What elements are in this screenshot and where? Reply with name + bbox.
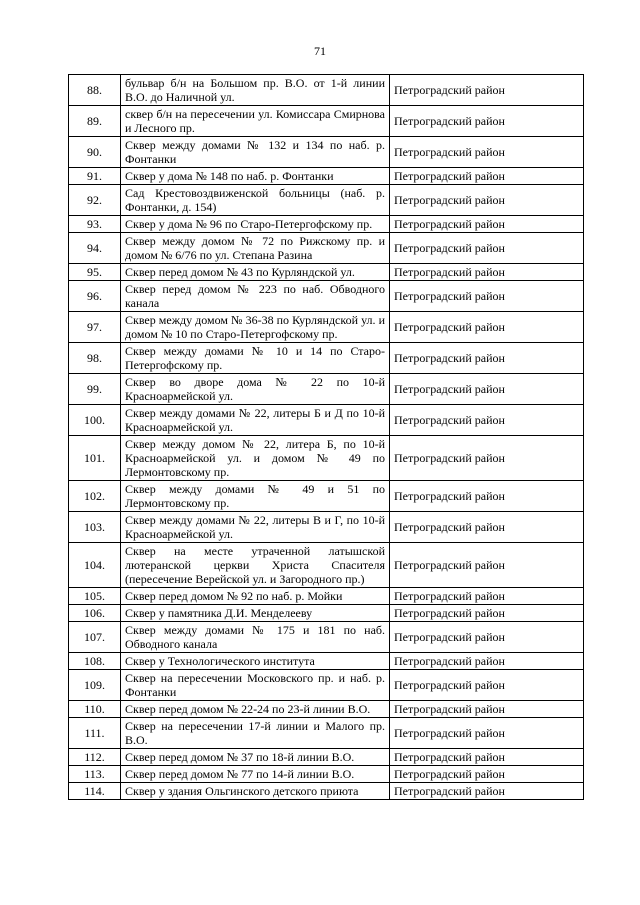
square-name: Сквер у дома № 96 по Старо-Петергофскому пр. [121, 216, 390, 233]
district-name: Петроградский район [390, 75, 584, 106]
table-row [69, 312, 584, 343]
row-number: 106. [69, 605, 121, 622]
table-row [69, 264, 584, 281]
table-row [69, 75, 584, 106]
square-name: Сквер перед домом № 223 по наб. Обводного канала [121, 281, 390, 312]
row-number: 114. [69, 783, 121, 800]
table-row [69, 622, 584, 653]
district-name: Петроградский район [390, 216, 584, 233]
row-number: 110. [69, 701, 121, 718]
square-name: Сквер у Технологического института [121, 653, 390, 670]
square-name: бульвар б/н на Большом пр. В.О. от 1-й линии В.О. до Наличной ул. [121, 75, 390, 106]
district-name: Петроградский район [390, 106, 584, 137]
district-name: Петроградский район [390, 405, 584, 436]
district-name: Петроградский район [390, 168, 584, 185]
district-name: Петроградский район [390, 749, 584, 766]
row-number: 103. [69, 512, 121, 543]
row-number: 88. [69, 75, 121, 106]
row-number: 102. [69, 481, 121, 512]
row-number: 96. [69, 281, 121, 312]
district-name: Петроградский район [390, 281, 584, 312]
district-name: Петроградский район [390, 670, 584, 701]
table-row [69, 436, 584, 481]
district-name: Петроградский район [390, 605, 584, 622]
table-row [69, 405, 584, 436]
row-number: 113. [69, 766, 121, 783]
square-name: Сквер между домом № 22, литера Б, по 10-й Красноармейской ул. и домом № 49 по Лермонтовскому пр. [121, 436, 390, 481]
square-name: Сквер между домами № 132 и 134 по наб. р. Фонтанки [121, 137, 390, 168]
district-name: Петроградский район [390, 312, 584, 343]
row-number: 91. [69, 168, 121, 185]
district-name: Петроградский район [390, 718, 584, 749]
table-row [69, 766, 584, 783]
square-name: Сквер на пересечении 17-й линии и Малого пр. В.О. [121, 718, 390, 749]
row-number: 90. [69, 137, 121, 168]
row-number: 89. [69, 106, 121, 137]
district-name: Петроградский район [390, 185, 584, 216]
table-row [69, 168, 584, 185]
row-number: 94. [69, 233, 121, 264]
square-name: Сквер у дома № 148 по наб. р. Фонтанки [121, 168, 390, 185]
table-row [69, 670, 584, 701]
square-name: Сквер перед домом № 92 по наб. р. Мойки [121, 588, 390, 605]
square-name: Сквер у здания Ольгинского детского приюта [121, 783, 390, 800]
district-name: Петроградский район [390, 783, 584, 800]
table-row [69, 701, 584, 718]
table-row [69, 718, 584, 749]
square-name: Сквер перед домом № 77 по 14-й линии В.О. [121, 766, 390, 783]
table-row [69, 281, 584, 312]
squares-table [68, 74, 584, 800]
table-row [69, 137, 584, 168]
square-name: Сквер перед домом № 37 по 18-й линии В.О. [121, 749, 390, 766]
table-row [69, 588, 584, 605]
row-number: 99. [69, 374, 121, 405]
row-number: 111. [69, 718, 121, 749]
table-row [69, 512, 584, 543]
row-number: 105. [69, 588, 121, 605]
table-row [69, 185, 584, 216]
district-name: Петроградский район [390, 233, 584, 264]
table-row [69, 783, 584, 800]
table-row [69, 374, 584, 405]
square-name: Сквер между домами № 49 и 51 по Лермонтовскому пр. [121, 481, 390, 512]
table-row [69, 106, 584, 137]
square-name: Сквер во дворе дома № 22 по 10-й Красноармейской ул. [121, 374, 390, 405]
square-name: Сквер между домами № 22, литеры Б и Д по 10-й Красноармейской ул. [121, 405, 390, 436]
square-name: Сквер у памятника Д.И. Менделееву [121, 605, 390, 622]
district-name: Петроградский район [390, 588, 584, 605]
square-name: Сквер на пересечении Московского пр. и наб. р. Фонтанки [121, 670, 390, 701]
district-name: Петроградский район [390, 766, 584, 783]
row-number: 98. [69, 343, 121, 374]
district-name: Петроградский район [390, 481, 584, 512]
district-name: Петроградский район [390, 264, 584, 281]
table-row [69, 653, 584, 670]
table-row [69, 749, 584, 766]
district-name: Петроградский район [390, 374, 584, 405]
table-row [69, 233, 584, 264]
table-row [69, 216, 584, 233]
row-number: 100. [69, 405, 121, 436]
square-name: сквер б/н на пересечении ул. Комиссара Смирнова и Лесного пр. [121, 106, 390, 137]
row-number: 92. [69, 185, 121, 216]
district-name: Петроградский район [390, 653, 584, 670]
district-name: Петроградский район [390, 701, 584, 718]
row-number: 112. [69, 749, 121, 766]
square-name: Сквер на месте утраченной латышской лютеранской церкви Христа Спасителя (пересечение Верейской ул. и Загородного пр.) [121, 543, 390, 588]
district-name: Петроградский район [390, 512, 584, 543]
row-number: 97. [69, 312, 121, 343]
row-number: 108. [69, 653, 121, 670]
district-name: Петроградский район [390, 543, 584, 588]
row-number: 101. [69, 436, 121, 481]
table-row [69, 343, 584, 374]
page-number: 71 [314, 44, 326, 58]
district-name: Петроградский район [390, 436, 584, 481]
table-row [69, 605, 584, 622]
district-name: Петроградский район [390, 622, 584, 653]
district-name: Петроградский район [390, 343, 584, 374]
row-number: 104. [69, 543, 121, 588]
district-name: Петроградский район [390, 137, 584, 168]
row-number: 109. [69, 670, 121, 701]
square-name: Сквер между домами № 10 и 14 по Старо-Петергофскому пр. [121, 343, 390, 374]
row-number: 107. [69, 622, 121, 653]
square-name: Сквер между домами № 22, литеры В и Г, по 10-й Красноармейской ул. [121, 512, 390, 543]
square-name: Сад Крестовоздвиженской больницы (наб. р. Фонтанки, д. 154) [121, 185, 390, 216]
row-number: 95. [69, 264, 121, 281]
square-name: Сквер между домом № 72 по Рижскому пр. и домом № 6/76 по ул. Степана Разина [121, 233, 390, 264]
row-number: 93. [69, 216, 121, 233]
square-name: Сквер перед домом № 22-24 по 23-й линии В.О. [121, 701, 390, 718]
square-name: Сквер между домами № 175 и 181 по наб. Обводного канала [121, 622, 390, 653]
table-row [69, 481, 584, 512]
table-body [69, 75, 584, 800]
table-row [69, 543, 584, 588]
square-name: Сквер между домом № 36-38 по Курляндской ул. и домом № 10 по Старо-Петергофскому пр. [121, 312, 390, 343]
square-name: Сквер перед домом № 43 по Курляндской ул. [121, 264, 390, 281]
